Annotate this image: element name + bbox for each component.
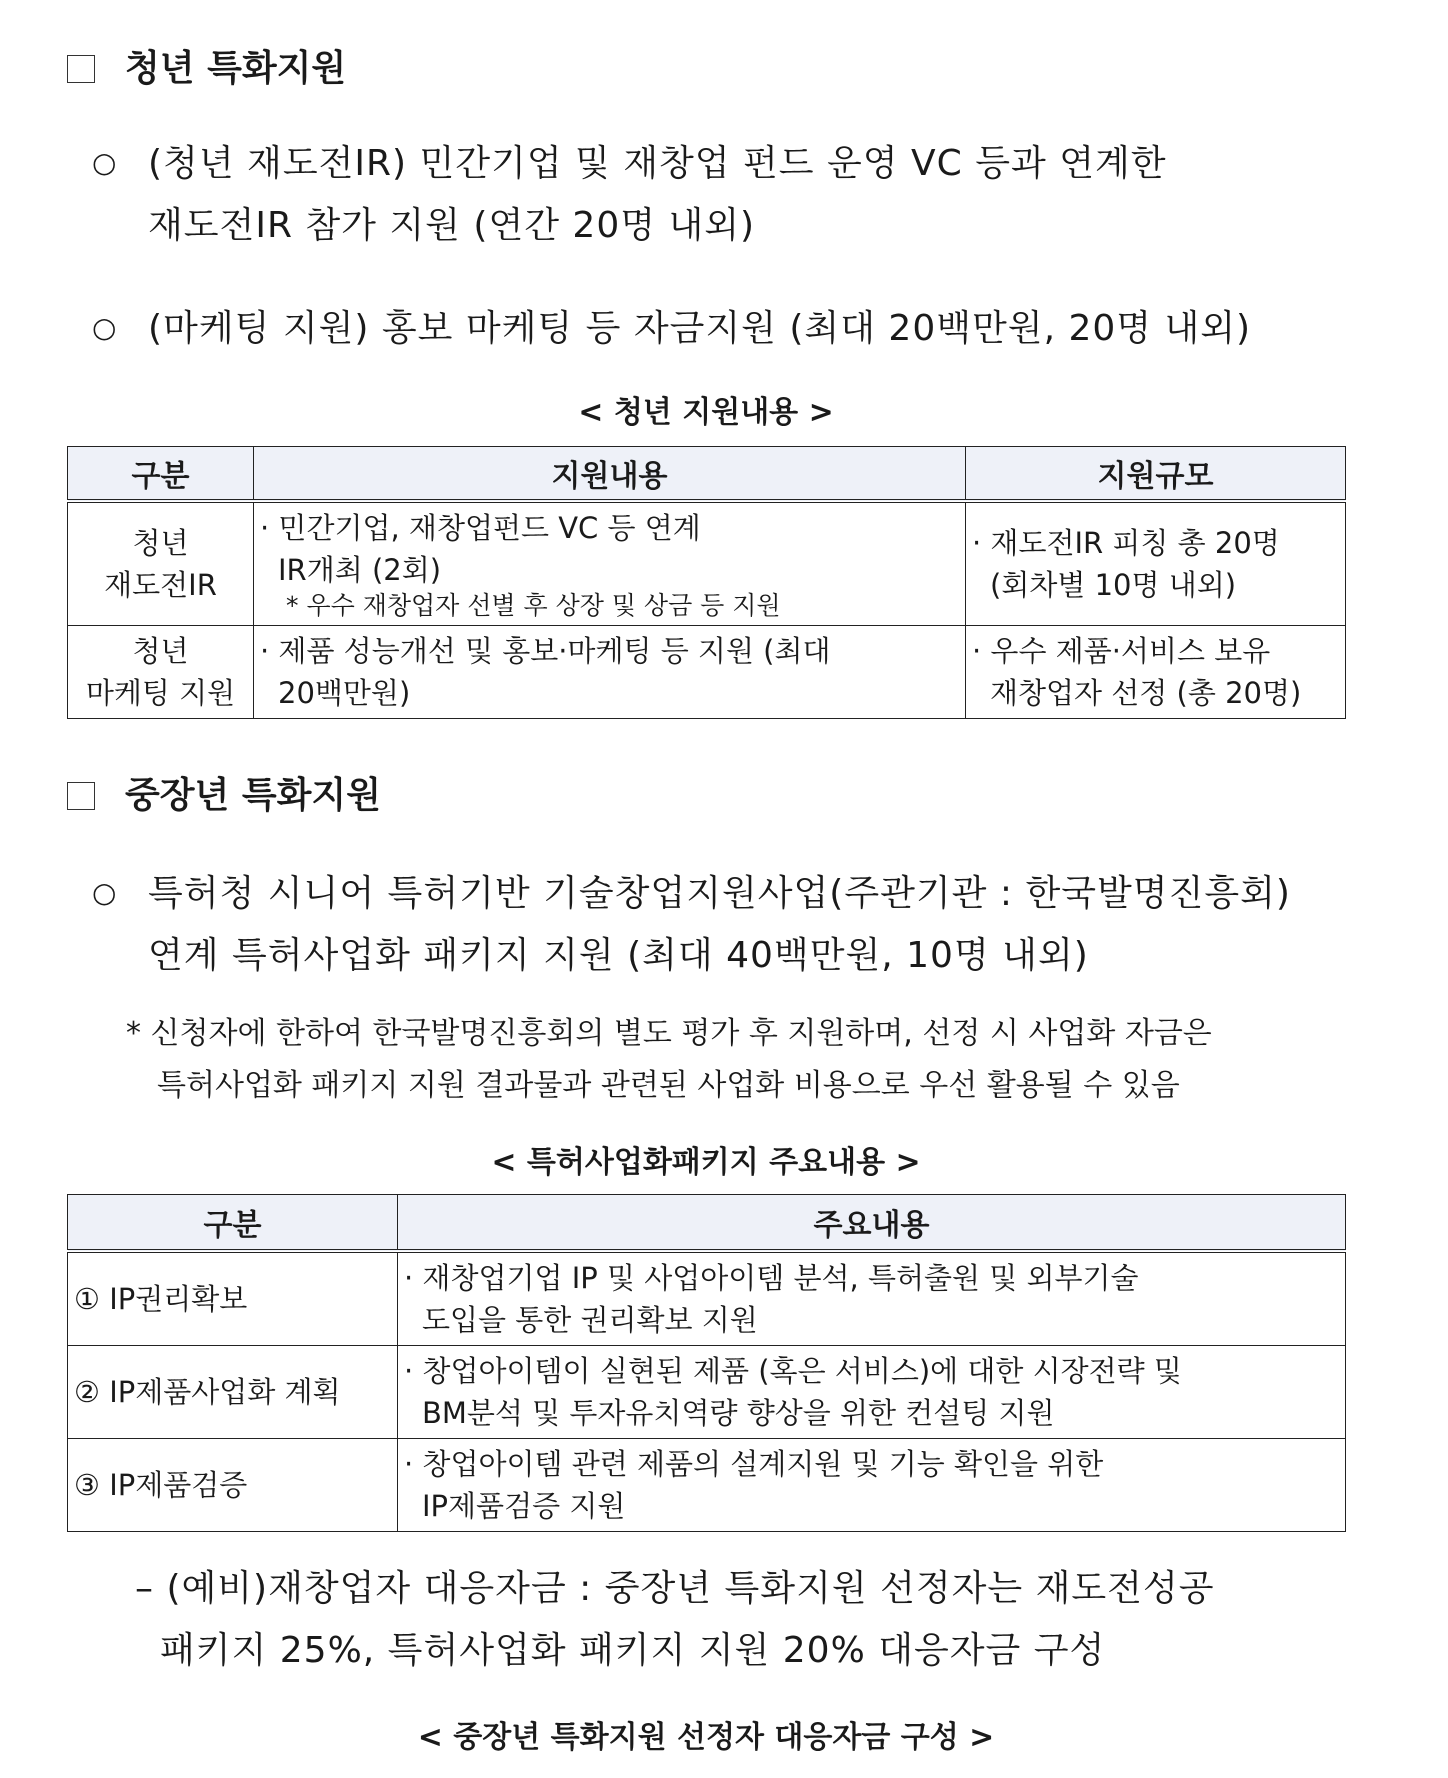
- table-caption-matching-fund: < 중장년 특화지원 선정자 대응자금 구성 >: [417, 1720, 995, 1755]
- circle-bullet-icon: ○: [92, 146, 118, 179]
- note-line-2: 특허사업화 패키지 지원 결과물과 관련된 사업화 비용으로 우선 활용될 수 있음: [157, 1068, 1180, 1103]
- bullet-youth-marketing: ○ (마케팅 지원) 홍보 마케팅 등 자금지원 (최대 20백만원, 20명 내외): [92, 308, 1252, 349]
- bullet-youth-ir: ○ (청년 재도전IR) 민간기업 및 재창업 펀드 운영 VC 등과 연계한: [92, 143, 1167, 184]
- row-scale: · 재도전IR 피칭 총 20명 (회차별 10명 내외): [966, 501, 1346, 626]
- note-line-1: * 신청자에 한하여 한국발명진흥회의 별도 평가 후 지원하며, 선정 시 사업화 자금은: [126, 1016, 1212, 1051]
- row-category: ① IP권리확보: [68, 1251, 398, 1346]
- bullet-patent-program: ○ 특허청 시니어 특허기반 기술창업지원사업(주관기관 : 한국발명진흥회): [92, 873, 1291, 914]
- table-header-row: [68, 447, 1346, 501]
- checkbox-square-icon: [67, 782, 95, 810]
- table-caption-youth: < 청년 지원내용 >: [578, 395, 834, 430]
- row-category: ② IP제품사업화 계획: [68, 1345, 398, 1438]
- circle-bullet-icon: ○: [92, 311, 118, 344]
- header-category: 구분: [68, 447, 254, 501]
- row-note: * 우수 재창업자 선별 후 상장 및 상금 등 지원: [286, 590, 781, 620]
- table-row: [68, 501, 1346, 626]
- circle-bullet-icon: ○: [92, 876, 118, 909]
- table-row: [68, 625, 1346, 718]
- youth-support-table: [67, 446, 1346, 719]
- checkbox-square-icon: [67, 55, 95, 83]
- row-content: · 창업아이템 관련 제품의 설계지원 및 기능 확인을 위한 IP제품검증 지원: [398, 1438, 1346, 1531]
- section-title-youth: 청년 특화지원: [67, 40, 346, 91]
- header-category: 구분: [68, 1195, 398, 1251]
- row-category: 청년 재도전IR: [68, 501, 254, 626]
- row-content: · 창업아이템이 실현된 제품 (혹은 서비스)에 대한 시장전략 및 BM분석 및 투자유치역량 향상을 위한 컨설팅 지원: [398, 1345, 1346, 1438]
- table-row: [68, 1438, 1346, 1531]
- bullet-patent-program-cont: 연계 특허사업화 패키지 지원 (최대 40백만원, 10명 내외): [148, 935, 1089, 976]
- dash-item-matching-fund: – (예비)재창업자 대응자금 : 중장년 특화지원 선정자는 재도전성공: [135, 1568, 1215, 1609]
- section-title-middle-aged: 중장년 특화지원: [67, 767, 381, 818]
- table-row: [68, 1345, 1346, 1438]
- table-header-row: [68, 1195, 1346, 1251]
- header-content: 지원내용: [254, 447, 966, 501]
- dash-item-matching-fund-cont: 패키지 25%, 특허사업화 패키지 지원 20% 대응자금 구성: [160, 1630, 1106, 1671]
- patent-package-table: [67, 1194, 1346, 1532]
- row-content: · 민간기업, 재창업펀드 VC 등 연계 IR개최 (2회) * 우수 재창업자 선별 후 상장 및 상금 등 지원: [254, 501, 966, 626]
- bullet-youth-ir-cont: 재도전IR 참가 지원 (연간 20명 내외): [148, 205, 756, 246]
- header-content: 주요내용: [398, 1195, 1346, 1251]
- row-content: · 제품 성능개선 및 홍보·마케팅 등 지원 (최대 20백만원): [254, 625, 966, 718]
- table-caption-patent: < 특허사업화패키지 주요내용 >: [491, 1145, 921, 1180]
- row-category: ③ IP제품검증: [68, 1438, 398, 1531]
- row-content: · 재창업기업 IP 및 사업아이템 분석, 특허출원 및 외부기술 도입을 통한 권리확보 지원: [398, 1251, 1346, 1346]
- table-row: [68, 1251, 1346, 1346]
- row-category: 청년 마케팅 지원: [68, 625, 254, 718]
- header-scale: 지원규모: [966, 447, 1346, 501]
- row-scale: · 우수 제품·서비스 보유 재창업자 선정 (총 20명): [966, 625, 1346, 718]
